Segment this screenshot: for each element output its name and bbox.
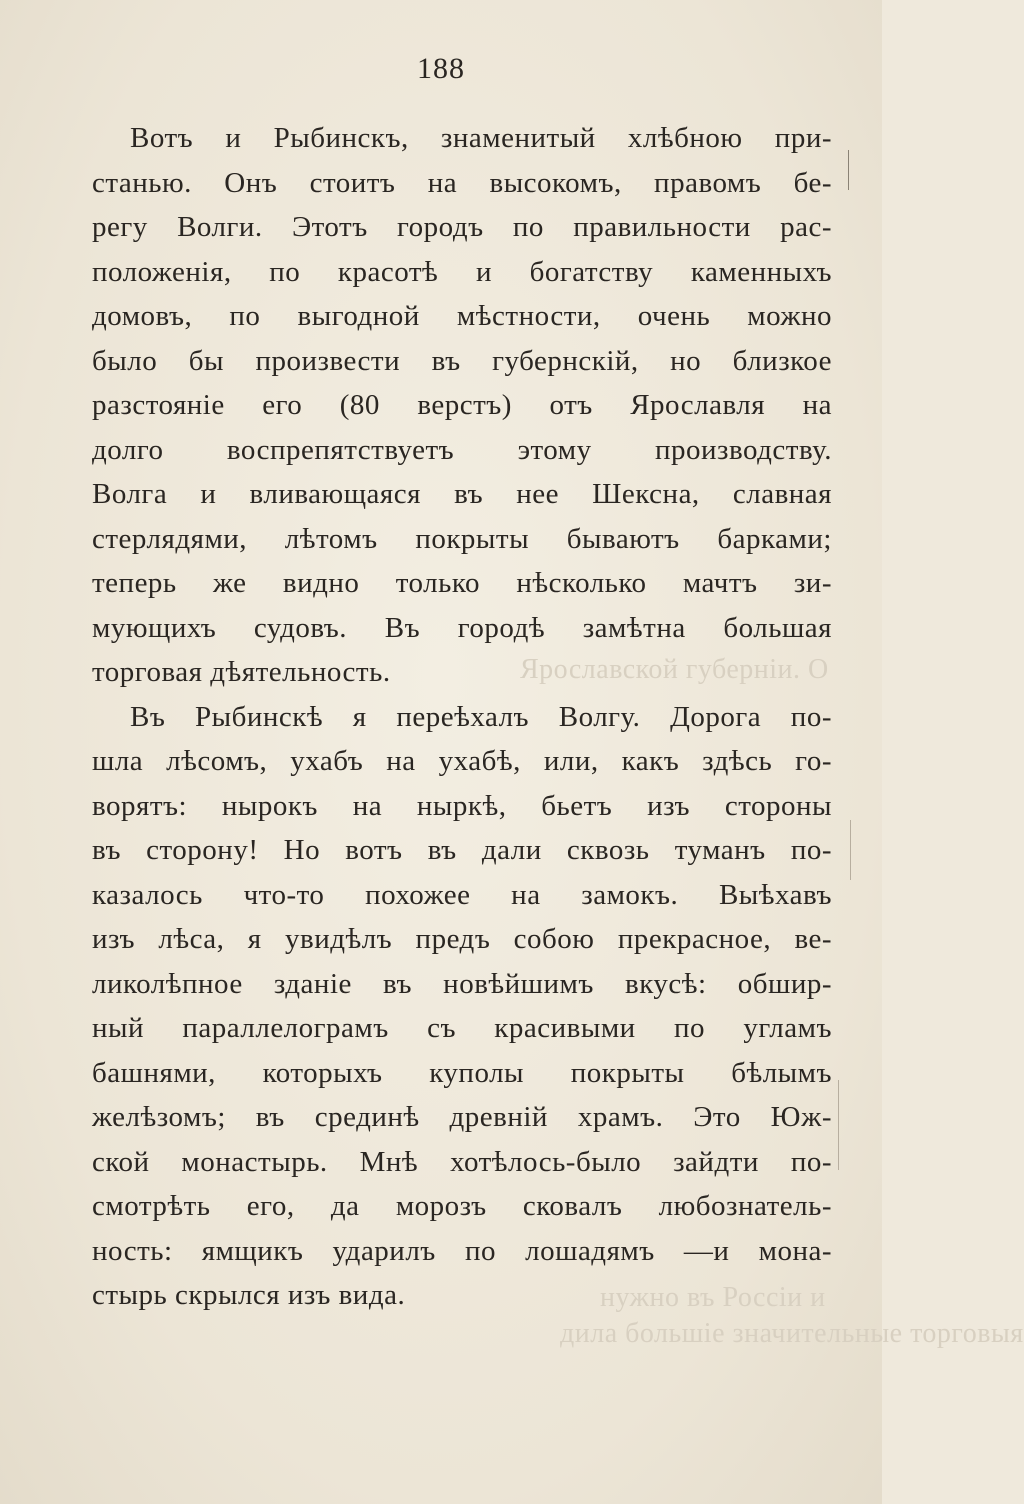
- text-line: ный параллелограмъ съ красивыми по угламъ: [92, 1012, 832, 1044]
- text-line: смотрѣть его, да морозъ сковалъ любознатель-: [92, 1190, 832, 1222]
- margin-mark: [848, 150, 849, 190]
- bleed-through-text: Ярославской губерніи. О: [520, 654, 829, 685]
- text-line: въ сторону! Но вотъ въ дали сквозь туманъ по-: [92, 834, 832, 866]
- text-line: было бы произвести въ губернскій, но близкое: [92, 344, 832, 377]
- text-line: Въ Рыбинскѣ я переѣхалъ Волгу. Дорога по-: [130, 700, 832, 733]
- text-line: желѣзомъ; въ срединѣ древній храмъ. Это Юж-: [92, 1101, 832, 1133]
- text-line: положенія, по красотѣ и богатству каменныхъ: [92, 255, 832, 288]
- text-line: ской монастырь. Мнѣ хотѣлось-было зайдти по-: [92, 1145, 832, 1178]
- text-line: регу Волги. Этотъ городъ по правильности рас-: [92, 211, 832, 243]
- text-line: долго воспрепятствуетъ этому производству.: [92, 433, 832, 466]
- text-line: казалось что-то похожее на замокъ. Выѣхавъ: [92, 878, 832, 911]
- text-line: башнями, которыхъ куполы покрыты бѣлымъ: [92, 1056, 832, 1089]
- margin-mark: [838, 1080, 839, 1170]
- text-line: ворятъ: нырокъ на ныркѣ, бьетъ изъ стороны: [92, 789, 832, 822]
- text-line: теперь же видно только нѣсколько мачтъ зи-: [92, 567, 832, 599]
- bleed-through-text: нужно въ Россіи и: [600, 1282, 826, 1313]
- text-line: разстояніе его (80 верстъ) отъ Ярославля на: [92, 389, 832, 421]
- text-line: Волга и вливающаяся въ нее Шексна, славная: [92, 478, 832, 510]
- text-line: шла лѣсомъ, ухабъ на ухабѣ, или, какъ здѣсь го-: [92, 745, 832, 777]
- text-line: ликолѣпное зданіе въ новѣйшимъ вкусѣ: обшир-: [92, 967, 832, 1000]
- body-text: [92, 116, 832, 1318]
- page-number: 188: [417, 52, 465, 85]
- bleed-through-text: дила большіе значительные торговыя: [560, 1318, 1024, 1349]
- text-line: домовъ, по выгодной мѣстности, очень можно: [92, 300, 832, 332]
- text-line: стерлядями, лѣтомъ покрыты бываютъ барками;: [92, 522, 832, 555]
- text-line: стырь скрылся изъ вида.: [92, 1279, 406, 1311]
- text-line: Вотъ и Рыбинскъ, знаменитый хлѣбною при-: [130, 122, 832, 154]
- text-line: торговая дѣятельность.: [92, 656, 391, 688]
- text-line: изъ лѣса, я увидѣлъ предъ собою прекрасное, ве-: [92, 923, 832, 955]
- margin-mark: [850, 820, 851, 880]
- text-line: станью. Онъ стоитъ на высокомъ, правомъ бе-: [92, 166, 832, 199]
- text-line: ность: ямщикъ ударилъ по лошадямъ —и мона-: [92, 1234, 832, 1267]
- text-line: мующихъ судовъ. Въ городѣ замѣтна большая: [92, 611, 832, 644]
